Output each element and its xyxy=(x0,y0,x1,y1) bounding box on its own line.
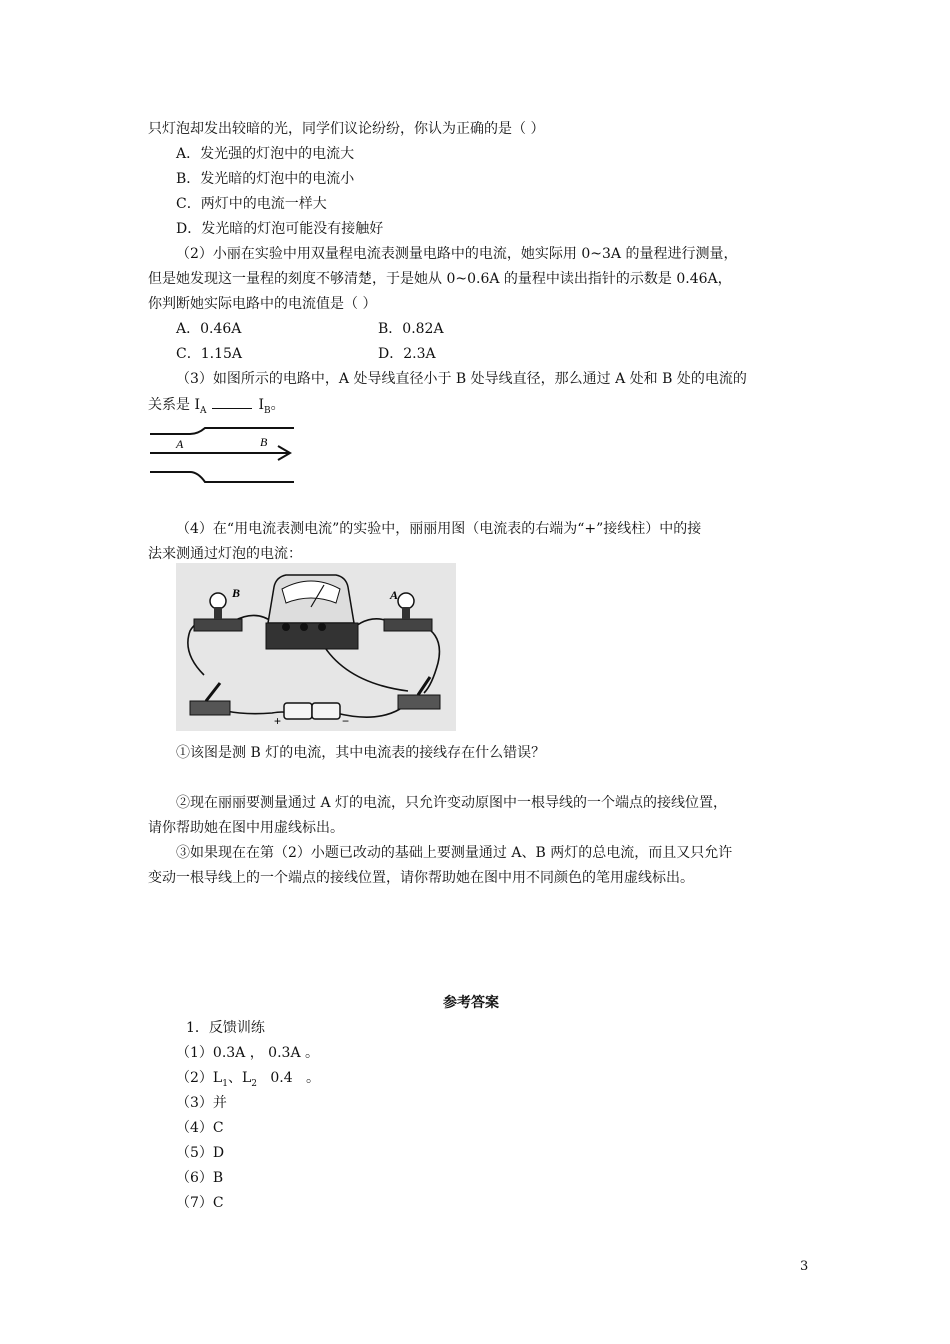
wire-label-b: B xyxy=(260,435,268,449)
q2-line-3: 你判断她实际电路中的电流值是（ ） xyxy=(148,296,377,312)
answer-item-4: （4）C xyxy=(176,1120,224,1136)
ammeter xyxy=(266,575,358,649)
bulb-a-label: A xyxy=(390,588,399,602)
battery-minus: − xyxy=(342,714,350,728)
q1-stem: 只灯泡却发出较暗的光，同学们议论纷纷，你认为正确的是（ ） xyxy=(148,121,545,137)
q1-option-d: D．发光暗的灯泡可能没有接触好 xyxy=(176,221,384,237)
battery-plus: + xyxy=(274,714,282,728)
bulb-b-label: B xyxy=(232,586,241,600)
answers-title: 参考答案 xyxy=(443,995,499,1011)
q1-option-a: A．发光强的灯泡中的电流大 xyxy=(176,146,355,162)
wire-diameter-figure xyxy=(150,420,296,494)
q2-option-d: D．2.3A xyxy=(378,346,436,362)
wire-label-a: A xyxy=(176,437,184,451)
q4-sub-2-line-2: 请你帮助她在图中用虚线标出。 xyxy=(148,820,344,836)
q4-line-2: 法来测通过灯泡的电流： xyxy=(148,546,302,562)
answer-item-6: （6）B xyxy=(176,1170,224,1186)
battery xyxy=(284,703,340,719)
q4-sub-2-line-1: ②现在丽丽要测量通过 A 灯的电流，只允许变动原图中一根导线的一个端点的接线位置， xyxy=(176,795,728,811)
q2-option-a: A．0.46A xyxy=(176,321,242,337)
q4-sub-3-line-1: ③如果现在在第（2）小题已改动的基础上要测量通过 A、B 两灯的总电流，而且又只允许 xyxy=(176,845,733,861)
q2-option-b: B．0.82A xyxy=(378,321,444,337)
q1-option-c: C．两灯中的电流一样大 xyxy=(176,196,327,212)
answer-item-3: （3）并 xyxy=(176,1095,227,1111)
q4-sub-1: ①该图是测 B 灯的电流，其中电流表的接线存在什么错误？ xyxy=(176,745,546,761)
q1-option-b: B．发光暗的灯泡中的电流小 xyxy=(176,171,355,187)
q3-line-2: 关系是 $I_A$ $I_B$。 xyxy=(148,394,285,421)
answer-item-1: （1）0.3A ， 0.3A 。 xyxy=(176,1045,320,1061)
answer-item-2: $(2)L_1$、$L_2$ 0.4 。 xyxy=(176,1070,320,1089)
page-number: 3 xyxy=(800,1259,809,1274)
circuit-figure xyxy=(176,563,456,731)
answer-item-7: （7）C xyxy=(176,1195,224,1211)
q3-blank[interactable] xyxy=(212,394,252,409)
q2-line-1: （2）小丽在实验中用双量程电流表测量电路中的电流，她实际用 0~3A 的量程进行测量， xyxy=(176,246,738,262)
q4-sub-3-line-2: 变动一根导线上的一个端点的接线位置，请你帮助她在图中用不同颜色的笔用虚线标出。 xyxy=(148,870,694,886)
q2-line-2: 但是她发现这一量程的刻度不够清楚，于是她从 0~0.6A 的量程中读出指针的示数是 0.46A， xyxy=(148,271,732,287)
answers-heading: 1．反馈训练 xyxy=(186,1020,265,1036)
q2-option-c: C．1.15A xyxy=(176,346,242,362)
answer-item-5: （5）D xyxy=(176,1145,225,1161)
q3-line-1: （3）如图所示的电路中，A 处导线直径小于 B 处导线直径，那么通过 A 处和 B 处的电流的 xyxy=(176,371,747,387)
q4-line-1: （4）在“用电流表测电流”的实验中，丽丽用图（电流表的右端为“+”接线柱）中的接 xyxy=(176,521,702,537)
